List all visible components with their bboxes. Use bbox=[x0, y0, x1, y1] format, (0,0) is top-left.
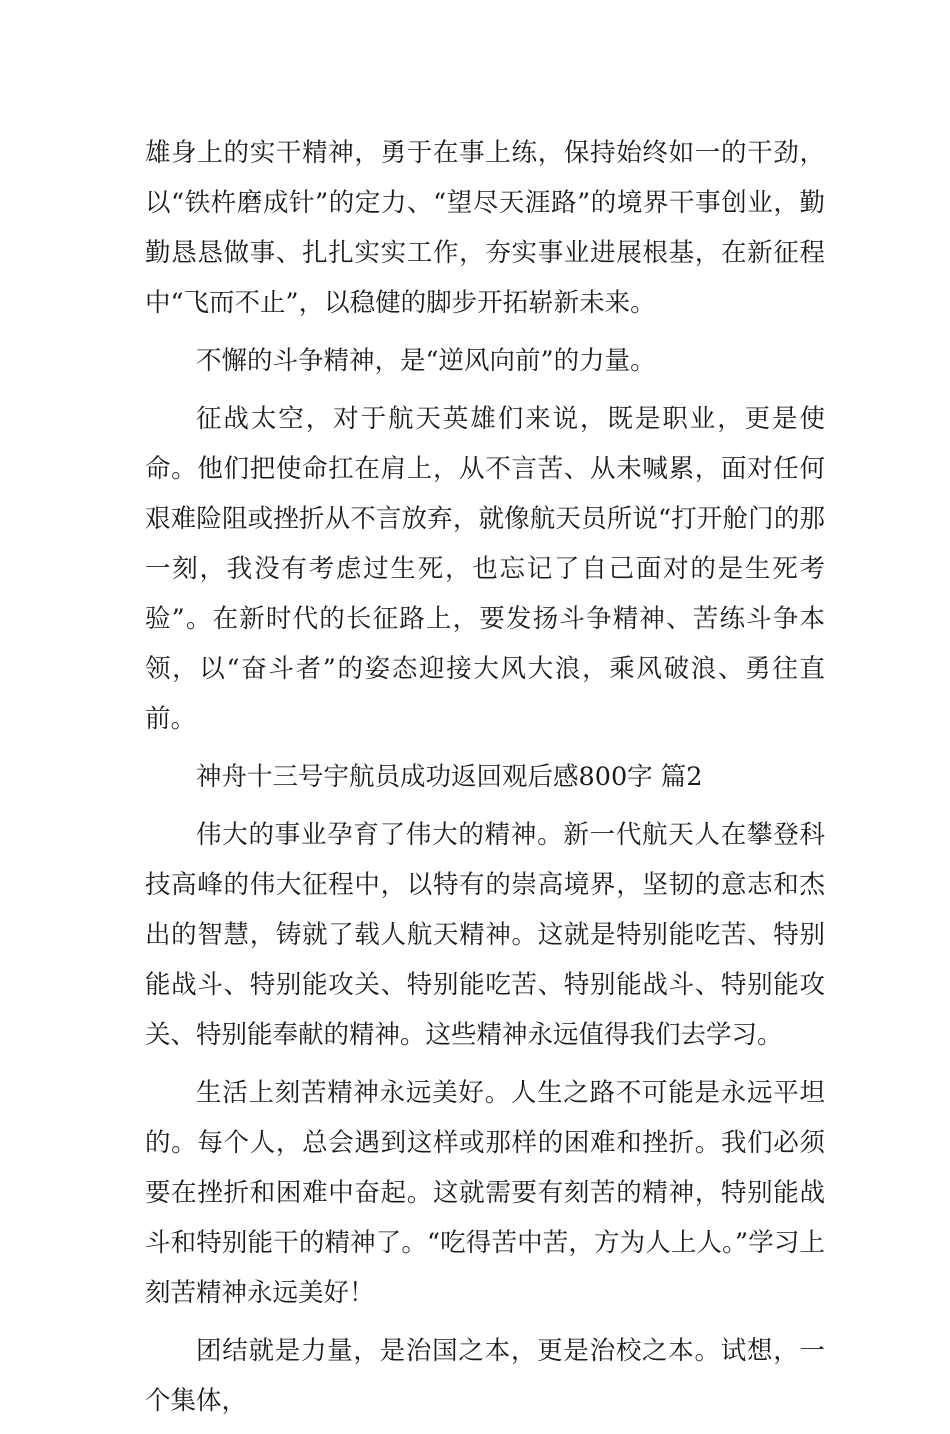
paragraph-unity: 团结就是力量，是治国之本，更是治校之本。试想，一个集体， bbox=[145, 1336, 825, 1416]
paragraph-hardworking-life: 生活上刻苦精神永远美好。人生之路不可能是永远平坦的。每个人，总会遇到这样或那样的困难和挫折。我们必须要在挫折和困难中奋起。这就需要有刻苦的精神，特别能战斗和特别能干的精神了。“吃得苦中苦，方为人上人。”学习上刻苦精神永远美好！ bbox=[145, 1078, 825, 1308]
paragraph-space-mission: 征战太空，对于航天英雄们来说，既是职业，更是使命。他们把使命扛在肩上，从不言苦、从未喊累，面对任何艰难险阻或挫折从不言放弃，就像航天员所说“打开舱门的那一刻，我没有考虑过生死，也忘记了自己面对的是生死考验”。在新时代的长征路上，要发扬斗争精神、苦练斗争本领，以“奋斗者”的姿态迎接大风大浪，乘风破浪、勇往直前。 bbox=[145, 404, 825, 734]
document-body bbox=[145, 128, 825, 1434]
paragraph-continuation: 雄身上的实干精神，勇于在事上练，保持始终如一的干劲，以“铁杵磨成针”的定力、“望尽天涯路”的境界干事创业，勤勤恳恳做事、扎扎实实工作，夯实事业进展根基，在新征程中“飞而不止”，以稳健的脚步开拓崭新未来。 bbox=[145, 138, 825, 318]
section-heading-part-2: 神舟十三号宇航员成功返回观后感800字 篇2 bbox=[196, 762, 703, 792]
paragraph-great-spirit: 伟大的事业孕育了伟大的精神。新一代航天人在攀登科技高峰的伟大征程中，以特有的崇高境界，坚韧的意志和杰出的智慧，铸就了载人航天精神。这就是特别能吃苦、特别能战斗、特别能攻关、特别能吃苦、特别能战斗、特别能攻关、特别能奉献的精神。这些精神永远值得我们去学习。 bbox=[145, 820, 825, 1050]
paragraph-struggle-spirit-heading: 不懈的斗争精神，是“逆风向前”的力量。 bbox=[196, 346, 656, 376]
